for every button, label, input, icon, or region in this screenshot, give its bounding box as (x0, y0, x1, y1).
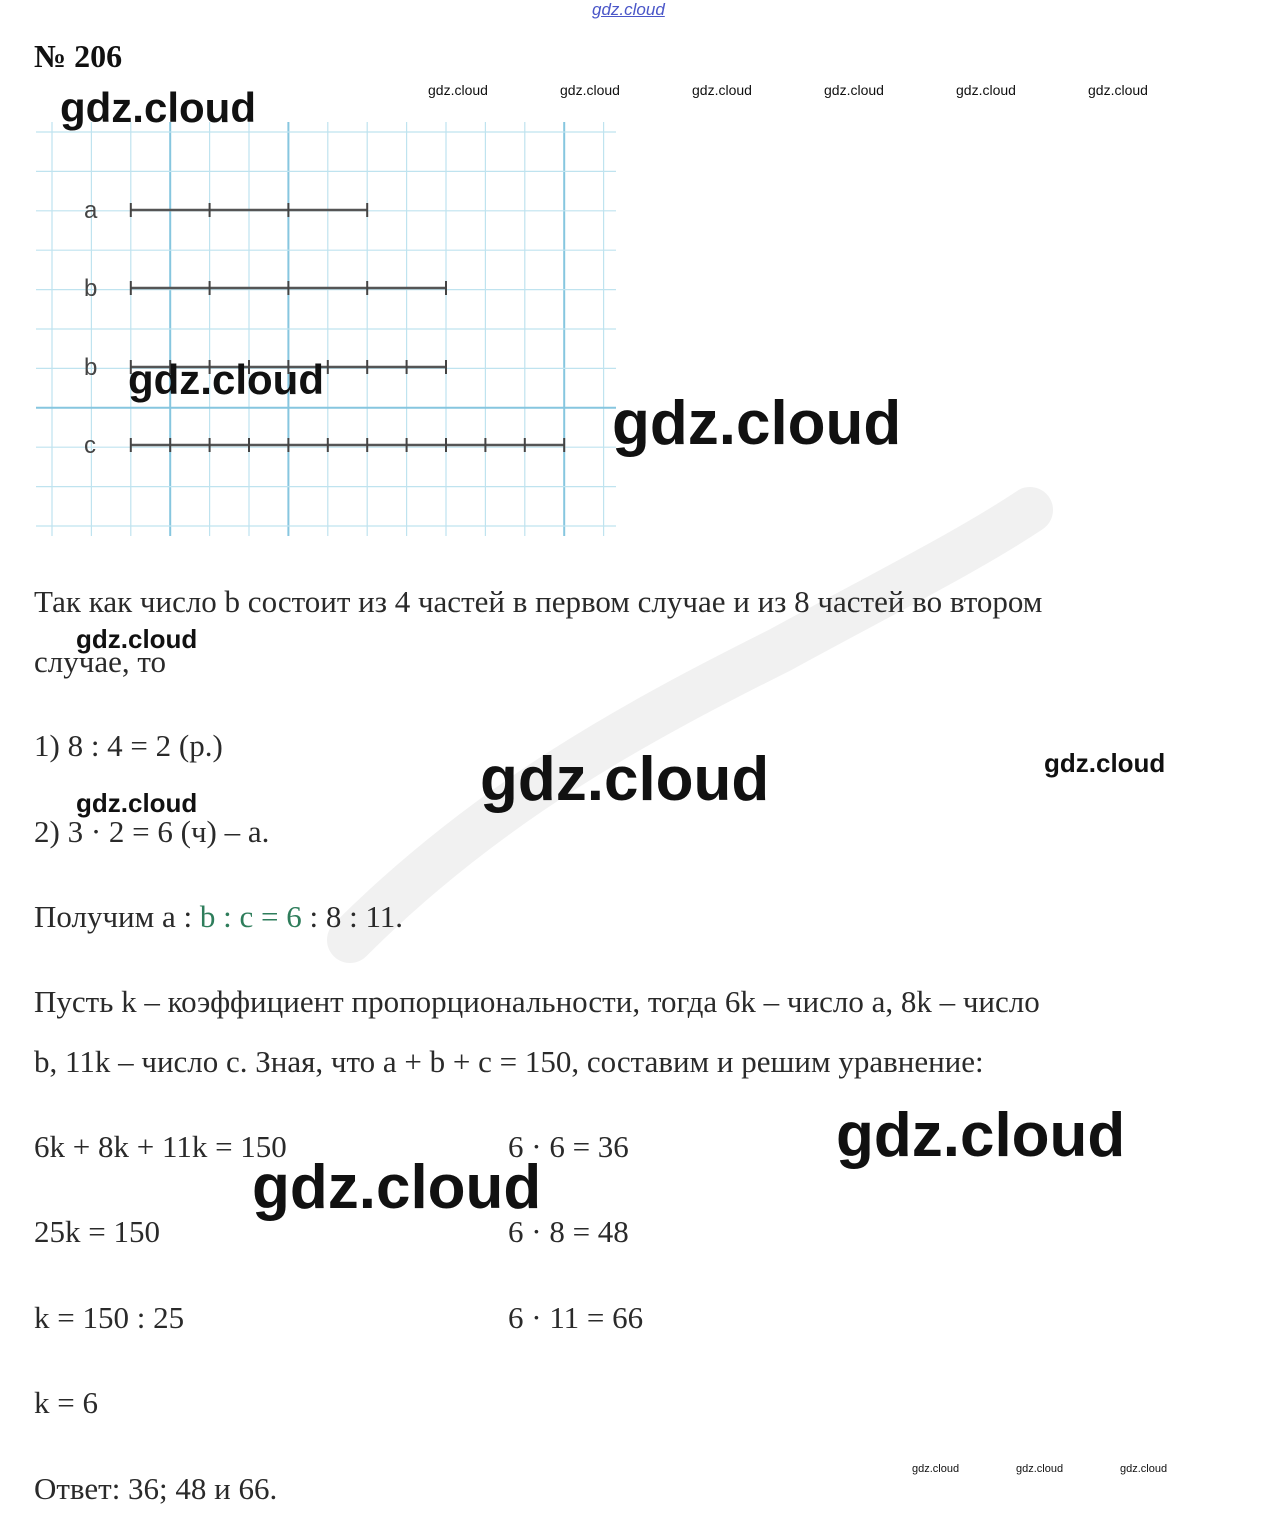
watermark-tiny: gdz.cloud (1016, 1463, 1064, 1475)
intro-line-1: Так как число b состоит из 4 частей в первом случае и из 8 частей во втором (34, 584, 1043, 619)
watermark-top-link[interactable]: gdz.cloud (592, 0, 665, 19)
equation-1: 6k + 8k + 11k = 150 (34, 1129, 287, 1164)
segment-label: c (84, 432, 96, 459)
segment-label: b (84, 354, 98, 381)
problem-number: № 206 (34, 38, 123, 74)
ratio-prefix: Получим а : (34, 899, 200, 934)
watermark-xl: gdz.cloud (252, 1153, 542, 1222)
segment-group (84, 197, 564, 459)
watermark-small: gdz.cloud (1088, 82, 1148, 98)
watermark-small: gdz.cloud (956, 82, 1016, 98)
intro-line-2: случае, то (34, 644, 166, 679)
watermark-large: gdz.cloud (128, 356, 324, 403)
ratio-line (34, 899, 403, 935)
segments-diagram (36, 122, 616, 536)
watermark-medium: gdz.cloud (1044, 748, 1166, 778)
watermark-small: gdz.cloud (428, 82, 488, 98)
step-1: 1) 8 : 4 = 2 (р.) (34, 728, 223, 763)
let-line-2: b, 11k – число с. Зная, что а + b + с = 150, составим и решим уравнение: (34, 1044, 984, 1079)
segment-label: b (84, 275, 98, 302)
watermark-small: gdz.cloud (824, 82, 884, 98)
product-1: 6 · 6 = 36 (508, 1129, 629, 1164)
watermark-large: gdz.cloud (60, 84, 256, 131)
watermark-medium: gdz.cloud (76, 624, 198, 654)
equation-2: 25k = 150 (34, 1214, 160, 1249)
watermark-small: gdz.cloud (560, 82, 620, 98)
ratio-highlight: b : с = 6 (199, 899, 302, 934)
watermark-tiny: gdz.cloud (912, 1463, 960, 1475)
watermark-medium: gdz.cloud (76, 788, 198, 818)
let-line-1: Пусть k – коэффициент пропорциональности, тогда 6k – число а, 8k – число (34, 984, 1040, 1019)
watermark-xl: gdz.cloud (836, 1101, 1126, 1170)
segment-label: a (84, 197, 98, 224)
watermark-small: gdz.cloud (692, 82, 752, 98)
watermark-xl: gdz.cloud (612, 389, 902, 458)
grid (36, 122, 616, 536)
watermark-tiny: gdz.cloud (1120, 1463, 1168, 1475)
answer: Ответ: 36; 48 и 66. (34, 1471, 278, 1506)
step-2: 2) 3 · 2 = 6 (ч) – а. (34, 814, 270, 849)
watermark-xl: gdz.cloud (480, 745, 770, 814)
product-3: 6 · 11 = 66 (508, 1300, 644, 1335)
equation-4: k = 6 (34, 1385, 98, 1420)
ratio-suffix: : 8 : 11. (301, 899, 404, 934)
product-2: 6 · 8 = 48 (508, 1214, 629, 1249)
equation-3: k = 150 : 25 (34, 1300, 185, 1335)
background-watermark (310, 470, 1070, 990)
